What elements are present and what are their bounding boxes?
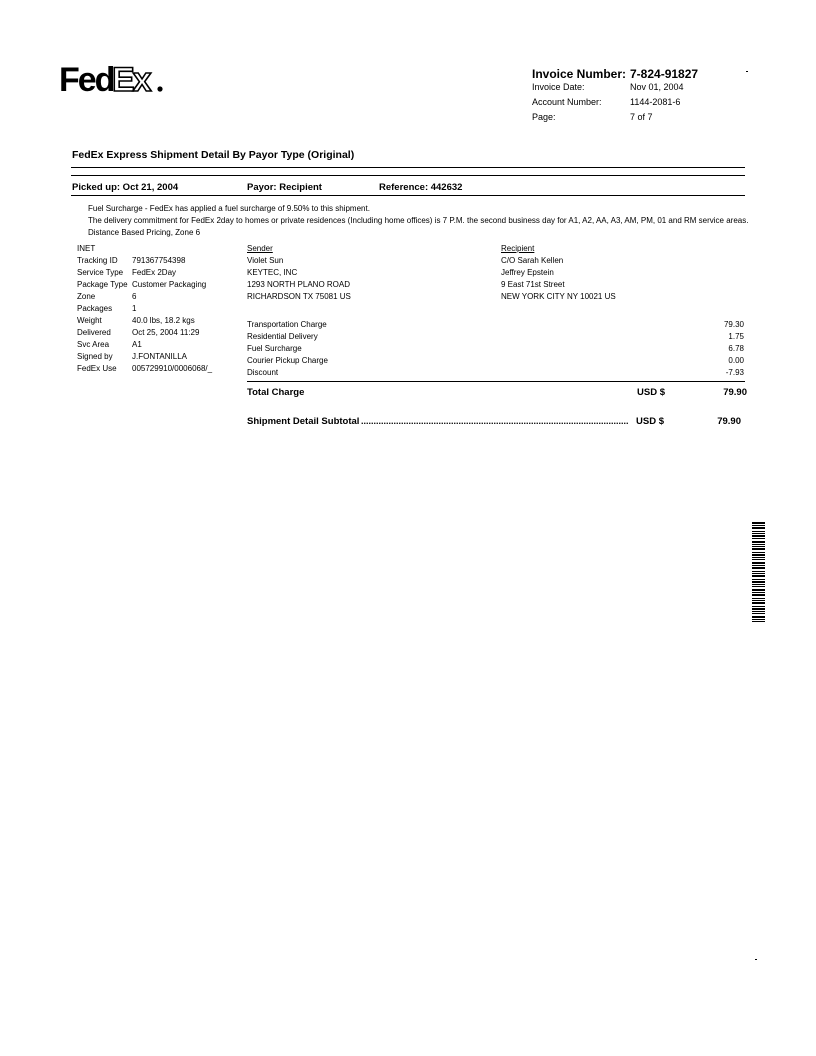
field-label: Packages (77, 304, 113, 313)
note-line: The delivery commitment for FedEx 2day to homes or private residences (Including home offices) is 7 P.M. the second business day for A1, A2, AA, A3, AM, PM, 01 and RM service areas. (88, 216, 749, 225)
shipment-notes (88, 203, 748, 239)
mark-dot (746, 71, 748, 72)
fedex-logo-fed: Fed (59, 61, 114, 99)
recipient-block (501, 243, 616, 303)
charge-amounts (660, 319, 744, 379)
barcode (752, 522, 765, 622)
payor-type: Payor: Recipient (247, 182, 322, 193)
total-charge-amount: 79.90 (723, 387, 747, 398)
page-title: FedEx Express Shipment Detail By Payor Type (Original) (72, 149, 355, 161)
field-label: FedEx Use (77, 364, 117, 373)
sender-line: KEYTEC, INC (247, 268, 298, 277)
zone: 6 (132, 292, 137, 301)
field-label: Tracking ID (77, 256, 118, 265)
shipment-source: INET (77, 244, 96, 253)
delivered: Oct 25, 2004 11:29 (132, 328, 200, 337)
charge-amount: 6.78 (728, 344, 744, 353)
shipment-info-values (132, 255, 212, 375)
subtotal-dot-leader: ........................................................................................................... (361, 416, 629, 426)
fedex-logo (59, 59, 165, 99)
note-line: Fuel Surcharge - FedEx has applied a fuel surcharge of 9.50% to this shipment. (88, 204, 370, 213)
total-charge-label: Total Charge (247, 387, 305, 398)
packages: 1 (132, 304, 137, 313)
tracking-id: 791367754398 (132, 256, 186, 265)
sender-heading: Sender (247, 244, 273, 253)
fedex-logo-dot (157, 86, 162, 91)
total-currency: USD $ (637, 387, 665, 398)
divider (71, 195, 745, 196)
field-label: Delivered (77, 328, 111, 337)
recipient-line: C/O Sarah Kellen (501, 256, 564, 265)
field-label: Signed by (77, 352, 113, 361)
sender-line: Violet Sun (247, 256, 284, 265)
charge-amount: 1.75 (728, 332, 744, 341)
account-number-label: Account Number: (532, 97, 602, 107)
divider (71, 167, 745, 168)
charge-amount: -7.93 (725, 368, 744, 377)
recipient-line: NEW YORK CITY NY 10021 US (501, 292, 616, 301)
page-label: Page: (532, 112, 556, 122)
reference-number: Reference: 442632 (379, 182, 463, 193)
charge-amount: 79.30 (723, 320, 744, 329)
recipient-line: 9 East 71st Street (501, 280, 565, 289)
weight: 40.0 lbs, 18.2 kgs (132, 316, 195, 325)
sender-line: 1293 NORTH PLANO ROAD (247, 280, 350, 289)
shipment-info-labels (77, 243, 128, 375)
charge-label: Discount (247, 368, 279, 377)
invoice-date: Nov 01, 2004 (630, 82, 684, 92)
charge-label: Residential Delivery (247, 332, 318, 341)
charge-label: Fuel Surcharge (247, 344, 302, 353)
field-label: Package Type (77, 280, 128, 289)
mark-dot (755, 959, 757, 960)
fedex-logo-ex: Ex (112, 61, 150, 99)
service-type: FedEx 2Day (132, 268, 177, 277)
subtotal-label: Shipment Detail Subtotal (247, 416, 360, 427)
recipient-heading: Recipient (501, 244, 535, 253)
sender-block (247, 243, 351, 303)
charge-amount: 0.00 (728, 356, 744, 365)
charge-label: Courier Pickup Charge (247, 356, 328, 365)
account-number: 1144-2081-6 (630, 97, 681, 107)
field-label: Svc Area (77, 340, 110, 349)
note-line: Distance Based Pricing, Zone 6 (88, 228, 201, 237)
invoice-number-label: Invoice Number: (532, 67, 627, 81)
field-label: Service Type (77, 268, 124, 277)
signed-by: J.FONTANILLA (132, 352, 187, 361)
svc-area: A1 (132, 340, 142, 349)
total-divider (247, 381, 745, 382)
divider (71, 175, 745, 176)
charge-labels (247, 319, 328, 379)
invoice-date-label: Invoice Date: (532, 82, 585, 92)
invoice-number: 7-824-91827 (630, 67, 699, 81)
subtotal-currency: USD $ (636, 416, 664, 427)
sender-line: RICHARDSON TX 75081 US (247, 292, 351, 301)
charge-label: Transportation Charge (247, 320, 327, 329)
fedex-use: 005729910/0006068/_ (132, 364, 213, 373)
subtotal-amount: 79.90 (717, 416, 741, 427)
field-label: Weight (77, 316, 102, 325)
package-type: Customer Packaging (132, 280, 207, 289)
field-label: Zone (77, 292, 96, 301)
page-number: 7 of 7 (630, 112, 653, 122)
recipient-line: Jeffrey Epstein (501, 268, 554, 277)
picked-up-date: Picked up: Oct 21, 2004 (72, 182, 179, 193)
